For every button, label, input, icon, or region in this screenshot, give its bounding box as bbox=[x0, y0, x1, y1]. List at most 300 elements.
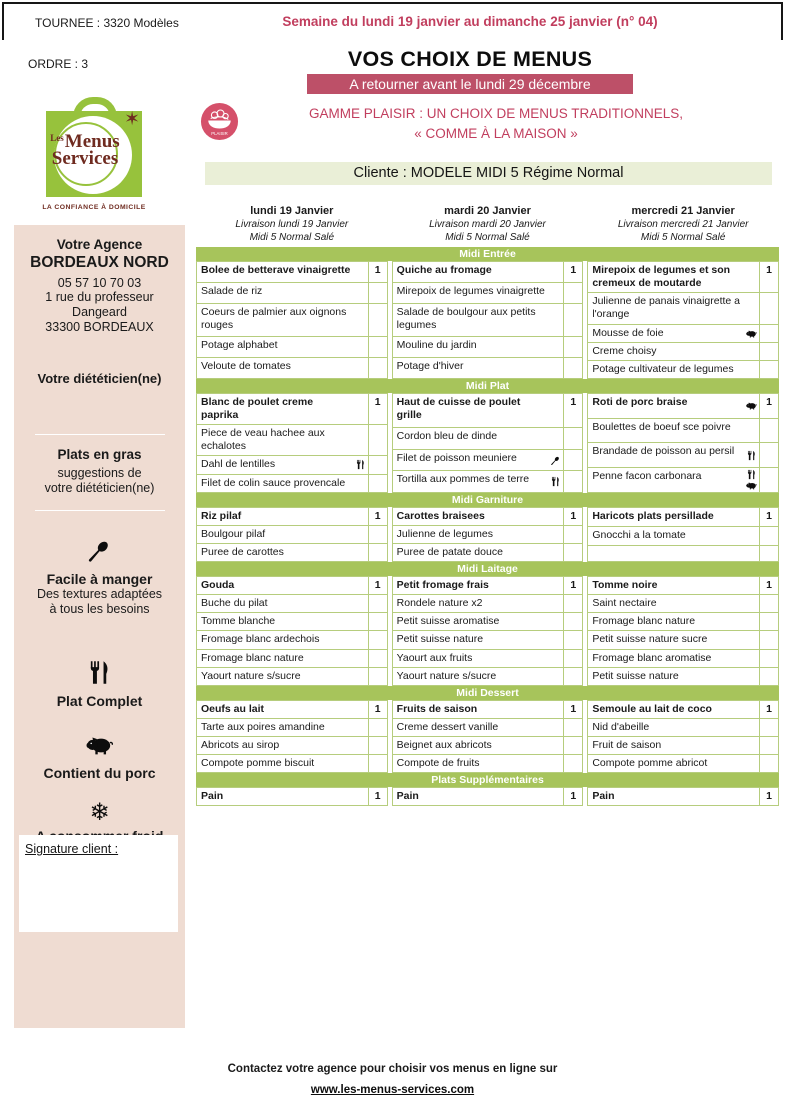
dish-label: Semoule au lait de coco bbox=[592, 702, 712, 715]
cutlery-icon bbox=[746, 469, 757, 480]
dish-cell bbox=[196, 425, 368, 456]
menu-row bbox=[196, 526, 388, 544]
dish-cell bbox=[587, 325, 759, 343]
footer-contact-line: Contactez votre agence pour choisir vos menus en ligne sur bbox=[227, 1063, 558, 1075]
dish-label: Gnocchi a la tomate bbox=[592, 528, 686, 541]
svg-text:PLAISIR: PLAISIR bbox=[211, 131, 228, 137]
dish-label: Boulettes de boeuf sce poivre bbox=[592, 420, 731, 433]
dish-cell bbox=[392, 737, 564, 755]
menu-row bbox=[392, 393, 584, 429]
qty-cell bbox=[563, 471, 583, 492]
menu-row bbox=[587, 468, 779, 493]
legend-title: Facile à manger bbox=[46, 571, 153, 587]
dish-label: Yaourt nature s/sucre bbox=[396, 669, 497, 682]
delivery-line: Livraison lundi 19 Janvier bbox=[235, 219, 349, 230]
qty-cell bbox=[563, 737, 583, 755]
menu-row bbox=[196, 456, 388, 474]
dish-cell bbox=[392, 650, 564, 668]
menu-row bbox=[196, 576, 388, 595]
day-headers-row bbox=[196, 204, 779, 244]
dish-cell bbox=[196, 787, 368, 806]
qty-cell bbox=[368, 613, 388, 631]
delivery-line: Livraison mercredi 21 Janvier bbox=[617, 219, 749, 230]
qty-cell bbox=[759, 343, 779, 361]
dish-cell bbox=[392, 576, 564, 595]
qty-cell bbox=[563, 304, 583, 338]
dish-label: Fromage blanc aromatise bbox=[592, 651, 712, 664]
page-frame-top bbox=[2, 2, 783, 4]
menu-row bbox=[587, 595, 779, 613]
menu-row bbox=[587, 343, 779, 361]
shopping-bag-icon bbox=[46, 108, 142, 197]
menu-row bbox=[587, 755, 779, 773]
menu-row bbox=[587, 631, 779, 649]
agency-name: BORDEAUX NORD bbox=[30, 254, 169, 271]
dish-label: Roti de porc braise bbox=[592, 395, 688, 408]
menu-row bbox=[587, 719, 779, 737]
day-name: lundi 19 Janvier bbox=[250, 205, 334, 217]
sidebar-divider bbox=[35, 434, 165, 435]
menu-row bbox=[587, 613, 779, 631]
page-title: VOS CHOIX DE MENUS bbox=[347, 47, 593, 71]
section-header: Plats Supplémentaires bbox=[196, 773, 779, 787]
dish-cell bbox=[587, 393, 759, 419]
dish-label: Quiche au fromage bbox=[396, 264, 492, 276]
menu-row bbox=[196, 631, 388, 649]
dish-label: Fruits de saison bbox=[396, 702, 478, 715]
qty-cell: 1 bbox=[563, 576, 583, 595]
bold-dishes-title: Plats en gras bbox=[57, 447, 142, 462]
dish-label: Compote pomme biscuit bbox=[201, 757, 315, 770]
legend-item bbox=[14, 659, 185, 709]
pig-icon bbox=[746, 480, 757, 491]
qty-cell bbox=[759, 443, 779, 468]
dish-cell bbox=[392, 393, 564, 429]
qty-cell: 1 bbox=[563, 700, 583, 719]
menu-row bbox=[392, 787, 584, 806]
cutlery-icon bbox=[746, 450, 757, 461]
qty-cell bbox=[759, 631, 779, 649]
dish-cell bbox=[196, 595, 368, 613]
cutlery-icon bbox=[86, 659, 113, 686]
menu-section bbox=[196, 562, 779, 686]
dish-label: Pain bbox=[592, 790, 615, 803]
dish-label: Abricots au sirop bbox=[201, 739, 280, 751]
menu-column bbox=[196, 507, 388, 562]
pig-icon bbox=[746, 328, 757, 339]
menu-row bbox=[196, 787, 388, 806]
qty-cell bbox=[759, 293, 779, 324]
week-title: Semaine du lundi 19 janvier au dimanche 25 janvier (n° 04) bbox=[282, 14, 658, 29]
section-header: Midi Laitage bbox=[196, 562, 779, 576]
dish-cell bbox=[196, 304, 368, 338]
dish-cell bbox=[196, 261, 368, 283]
menu-row bbox=[587, 393, 779, 419]
pig-icon bbox=[86, 731, 113, 758]
dish-cell bbox=[196, 456, 368, 474]
menu-column bbox=[587, 507, 779, 562]
dish-cell bbox=[587, 293, 759, 324]
qty-cell bbox=[563, 283, 583, 304]
logo-tagline: LA CONFIANCE À DOMICILE bbox=[42, 204, 146, 211]
menu-row bbox=[196, 650, 388, 668]
dish-cell bbox=[587, 631, 759, 649]
dish-label: Mouline du jardin bbox=[396, 339, 477, 352]
dish-label: Filet de poisson meuniere bbox=[396, 451, 517, 464]
qty-cell bbox=[563, 613, 583, 631]
dish-cell bbox=[196, 700, 368, 719]
qty-cell bbox=[368, 337, 388, 358]
menu-row bbox=[392, 261, 584, 283]
qty-cell: 1 bbox=[563, 787, 583, 806]
menu-row bbox=[587, 527, 779, 546]
menu-row bbox=[196, 544, 388, 562]
dish-cell bbox=[587, 419, 759, 444]
dish-cell bbox=[196, 631, 368, 649]
dish-label: Nid d'abeille bbox=[592, 720, 650, 733]
menu-column bbox=[392, 507, 584, 562]
snowflake-icon: ❄ bbox=[89, 798, 110, 826]
qty-cell bbox=[563, 337, 583, 358]
qty-cell: 1 bbox=[563, 393, 583, 429]
legend-title: Plat Complet bbox=[56, 693, 143, 709]
agency-address-line1: 1 rue du professeur bbox=[45, 290, 154, 304]
qty-cell bbox=[759, 546, 779, 562]
bold-dishes-sub1: suggestions de bbox=[57, 466, 142, 480]
dish-label: Potage cultivateur de legumes bbox=[592, 362, 734, 375]
dish-cell bbox=[392, 631, 564, 649]
dish-cell bbox=[587, 468, 759, 493]
section-columns bbox=[196, 507, 779, 562]
section-columns bbox=[196, 576, 779, 686]
dish-cell bbox=[196, 393, 368, 425]
menu-row bbox=[587, 650, 779, 668]
menu-row bbox=[392, 526, 584, 544]
menu-row bbox=[196, 393, 388, 425]
menu-row bbox=[392, 337, 584, 358]
meal-line: Midi 5 Normal Salé bbox=[445, 232, 530, 243]
menu-row bbox=[392, 576, 584, 595]
menu-column bbox=[196, 700, 388, 774]
menu-row bbox=[392, 283, 584, 304]
dish-cell bbox=[196, 737, 368, 755]
menu-sections bbox=[196, 247, 779, 806]
dish-cell bbox=[196, 719, 368, 737]
menu-row bbox=[392, 737, 584, 755]
dish-cell bbox=[196, 283, 368, 304]
dish-cell bbox=[392, 261, 564, 283]
qty-cell: 1 bbox=[368, 576, 388, 595]
menu-row bbox=[587, 443, 779, 468]
menu-column bbox=[196, 576, 388, 686]
dish-label: Potage d'hiver bbox=[396, 360, 464, 373]
dish-icons bbox=[550, 451, 561, 469]
dish-label: Petit suisse nature bbox=[592, 669, 679, 682]
dish-cell bbox=[392, 337, 564, 358]
dish-label: Petit suisse nature bbox=[396, 633, 484, 646]
dish-cell bbox=[196, 358, 368, 379]
legend-desc: Des textures adaptées bbox=[36, 587, 163, 601]
section-header: Midi Garniture bbox=[196, 493, 779, 507]
qty-cell bbox=[759, 419, 779, 444]
dish-icons bbox=[550, 472, 561, 490]
qty-cell bbox=[368, 595, 388, 613]
dish-cell bbox=[587, 576, 759, 595]
bold-dishes-sub2: votre diététicien(ne) bbox=[44, 481, 155, 495]
dish-label: Saint nectaire bbox=[592, 597, 657, 610]
dish-cell bbox=[392, 507, 564, 526]
menu-row bbox=[587, 325, 779, 343]
menu-section bbox=[196, 379, 779, 493]
menu-row bbox=[587, 419, 779, 444]
dish-label: Beignet aux abricots bbox=[396, 739, 492, 751]
dish-label: Bolee de betterave vinaigrette bbox=[201, 264, 351, 276]
menu-column bbox=[392, 261, 584, 379]
menu-column bbox=[587, 393, 779, 493]
menu-row bbox=[587, 507, 779, 527]
qty-cell bbox=[563, 668, 583, 686]
dish-label: Fromage blanc ardechois bbox=[201, 633, 320, 646]
dish-cell bbox=[196, 475, 368, 493]
dish-label: Veloute de tomates bbox=[201, 360, 291, 373]
dish-label: Tomme noire bbox=[592, 579, 658, 591]
dish-cell bbox=[196, 755, 368, 773]
qty-cell bbox=[563, 595, 583, 613]
dish-label: Puree de patate douce bbox=[396, 545, 503, 558]
dish-label: Yaourt aux fruits bbox=[396, 651, 473, 664]
dish-cell bbox=[392, 613, 564, 631]
dish-label: Puree de carottes bbox=[201, 545, 284, 558]
footer bbox=[0, 1062, 785, 1098]
dish-label: Creme choisy bbox=[592, 344, 657, 357]
dish-cell bbox=[392, 283, 564, 304]
menu-row bbox=[392, 450, 584, 471]
menu-row bbox=[196, 283, 388, 304]
logo-wordmark bbox=[46, 130, 124, 167]
pictogram-legend bbox=[14, 537, 185, 844]
dish-cell bbox=[392, 471, 564, 492]
menu-row bbox=[196, 475, 388, 493]
qty-cell bbox=[563, 358, 583, 379]
page-frame-right bbox=[781, 2, 783, 40]
qty-cell: 1 bbox=[759, 507, 779, 527]
menu-row bbox=[587, 261, 779, 293]
dish-label: Filet de colin sauce provencale bbox=[201, 476, 346, 489]
dish-icons bbox=[746, 326, 757, 341]
section-header: Midi Dessert bbox=[196, 686, 779, 700]
dish-label: Tortilla aux pommes de terre bbox=[396, 473, 530, 486]
menu-row bbox=[587, 546, 779, 562]
dish-label: Julienne de panais vinaigrette a l'orange bbox=[592, 295, 741, 321]
menu-row bbox=[392, 428, 584, 449]
agency-address-line3: 33300 BORDEAUX bbox=[45, 320, 154, 334]
menu-row bbox=[196, 507, 388, 526]
qty-cell bbox=[368, 755, 388, 773]
menu-row bbox=[392, 668, 584, 686]
qty-cell: 1 bbox=[368, 393, 388, 425]
dish-label: Gouda bbox=[201, 579, 235, 591]
dish-label: Compote de fruits bbox=[396, 757, 480, 770]
dish-label: Fromage blanc nature bbox=[592, 615, 696, 628]
dish-cell bbox=[392, 544, 564, 562]
dish-label: Haricots plats persillade bbox=[592, 509, 714, 522]
dish-cell bbox=[392, 428, 564, 449]
les-menus-services-logo bbox=[38, 97, 150, 211]
dish-cell bbox=[392, 450, 564, 471]
dish-label: Fruit de saison bbox=[592, 739, 662, 751]
dish-cell bbox=[196, 507, 368, 526]
dish-cell bbox=[392, 595, 564, 613]
qty-cell: 1 bbox=[368, 787, 388, 806]
dish-cell bbox=[196, 337, 368, 358]
dish-label: Mousse de foie bbox=[592, 326, 664, 339]
qty-cell bbox=[563, 650, 583, 668]
dish-label: Oeufs au lait bbox=[201, 702, 265, 715]
logo-les: Les bbox=[50, 133, 64, 143]
menu-row bbox=[587, 293, 779, 324]
qty-cell bbox=[368, 358, 388, 379]
menu-row bbox=[196, 737, 388, 755]
dish-label: Pain bbox=[396, 790, 419, 803]
dish-cell bbox=[196, 668, 368, 686]
website-link[interactable]: www.les-menus-services.com bbox=[310, 1084, 475, 1096]
menu-row bbox=[196, 304, 388, 338]
meal-line: Midi 5 Normal Salé bbox=[640, 232, 726, 243]
qty-cell bbox=[563, 526, 583, 544]
dish-label: Compote pomme abricot bbox=[592, 757, 708, 770]
dish-label: Carottes braisees bbox=[396, 509, 485, 522]
dietitian-label: Votre diététicien(ne) bbox=[37, 371, 162, 386]
return-banner-wrap bbox=[170, 74, 770, 94]
dish-label: Coeurs de palmier aux oignons rouges bbox=[201, 305, 347, 331]
agency-address-line2: Dangeard bbox=[72, 305, 127, 319]
qty-cell bbox=[368, 668, 388, 686]
dish-label: Salade de riz bbox=[201, 284, 263, 297]
menu-row bbox=[392, 471, 584, 492]
dish-label: Rondele nature x2 bbox=[396, 597, 483, 610]
star-icon: ✶ bbox=[124, 108, 140, 130]
menu-column bbox=[392, 700, 584, 774]
dish-cell bbox=[587, 650, 759, 668]
menu-row bbox=[392, 507, 584, 526]
qty-cell: 1 bbox=[759, 787, 779, 806]
menu-row bbox=[392, 631, 584, 649]
day-header bbox=[196, 204, 388, 244]
qty-cell bbox=[759, 737, 779, 755]
menu-row bbox=[392, 755, 584, 773]
qty-cell bbox=[368, 544, 388, 562]
qty-cell: 1 bbox=[563, 261, 583, 283]
logo-services: Services bbox=[51, 148, 119, 169]
tournee-label: TOURNEE : 3320 Modèles bbox=[35, 16, 179, 30]
bold-dishes-subtitle bbox=[14, 466, 185, 496]
dish-label: Penne facon carbonara bbox=[592, 469, 702, 482]
qty-cell bbox=[368, 650, 388, 668]
qty-cell bbox=[759, 527, 779, 546]
menu-row bbox=[587, 787, 779, 806]
ordre-label: ORDRE : 3 bbox=[28, 57, 89, 71]
menu-column bbox=[587, 787, 779, 806]
dish-label: Petit fromage frais bbox=[396, 579, 489, 591]
dish-cell bbox=[587, 755, 759, 773]
dish-cell bbox=[587, 787, 759, 806]
dish-cell bbox=[392, 304, 564, 338]
dish-label: Mirepoix de legumes vinaigrette bbox=[396, 284, 545, 297]
cutlery-icon bbox=[355, 459, 366, 470]
dish-label: Boulgour pilaf bbox=[201, 527, 266, 540]
qty-cell: 1 bbox=[563, 507, 583, 526]
menu-row bbox=[587, 576, 779, 595]
qty-cell: 1 bbox=[759, 393, 779, 419]
menu-section bbox=[196, 247, 779, 379]
qty-cell bbox=[759, 361, 779, 379]
dish-label: Petit suisse aromatise bbox=[396, 615, 500, 628]
dish-cell bbox=[587, 700, 759, 719]
dish-label: Tarte aux poires amandine bbox=[201, 720, 325, 733]
day-header bbox=[392, 204, 584, 244]
menu-row bbox=[196, 337, 388, 358]
menu-row bbox=[392, 650, 584, 668]
section-header: Midi Plat bbox=[196, 379, 779, 393]
menu-row bbox=[587, 737, 779, 755]
dish-label: Petit suisse nature sucre bbox=[592, 633, 708, 646]
agency-phone: 05 57 10 70 03 bbox=[57, 276, 142, 290]
dish-cell bbox=[587, 527, 759, 546]
gamme-line-2: « COMME À LA MAISON » bbox=[414, 126, 578, 141]
dish-cell bbox=[392, 755, 564, 773]
dish-cell bbox=[587, 343, 759, 361]
menu-row bbox=[587, 700, 779, 719]
menu-column bbox=[392, 576, 584, 686]
dish-icons bbox=[746, 395, 757, 417]
menu-row bbox=[392, 358, 584, 379]
dish-label: Brandade de poisson au persil bbox=[592, 445, 735, 458]
qty-cell: 1 bbox=[759, 576, 779, 595]
qty-cell bbox=[368, 737, 388, 755]
qty-cell bbox=[563, 719, 583, 737]
qty-cell: 1 bbox=[759, 700, 779, 719]
qty-cell bbox=[368, 526, 388, 544]
dish-cell bbox=[587, 595, 759, 613]
return-deadline-banner: A retourner avant le lundi 29 décembre bbox=[307, 74, 632, 94]
qty-cell: 1 bbox=[368, 700, 388, 719]
dish-cell bbox=[587, 546, 759, 562]
menu-row bbox=[392, 613, 584, 631]
menu-row bbox=[196, 261, 388, 283]
page-frame-left bbox=[2, 2, 4, 40]
dish-label: Julienne de legumes bbox=[396, 527, 493, 540]
menu-row bbox=[392, 304, 584, 338]
menu-row bbox=[196, 425, 388, 456]
section-header: Midi Entrée bbox=[196, 247, 779, 261]
delivery-line: Livraison mardi 20 Janvier bbox=[429, 219, 546, 230]
dish-cell bbox=[587, 261, 759, 293]
pig-icon bbox=[746, 400, 757, 411]
dish-cell bbox=[587, 361, 759, 379]
dish-cell bbox=[587, 668, 759, 686]
menu-column bbox=[587, 576, 779, 686]
dish-label: Dahl de lentilles bbox=[201, 458, 276, 471]
dish-cell bbox=[196, 650, 368, 668]
dish-label: Cordon bleu de dinde bbox=[396, 430, 498, 443]
qty-cell bbox=[563, 755, 583, 773]
dish-label: Buche du pilat bbox=[201, 597, 268, 610]
dish-label: Creme dessert vanille bbox=[396, 720, 499, 733]
dish-label: Piece de veau hachee aux echalotes bbox=[201, 427, 325, 453]
dish-label: Riz pilaf bbox=[201, 509, 242, 522]
meal-line: Midi 5 Normal Salé bbox=[249, 232, 335, 243]
section-columns bbox=[196, 261, 779, 379]
